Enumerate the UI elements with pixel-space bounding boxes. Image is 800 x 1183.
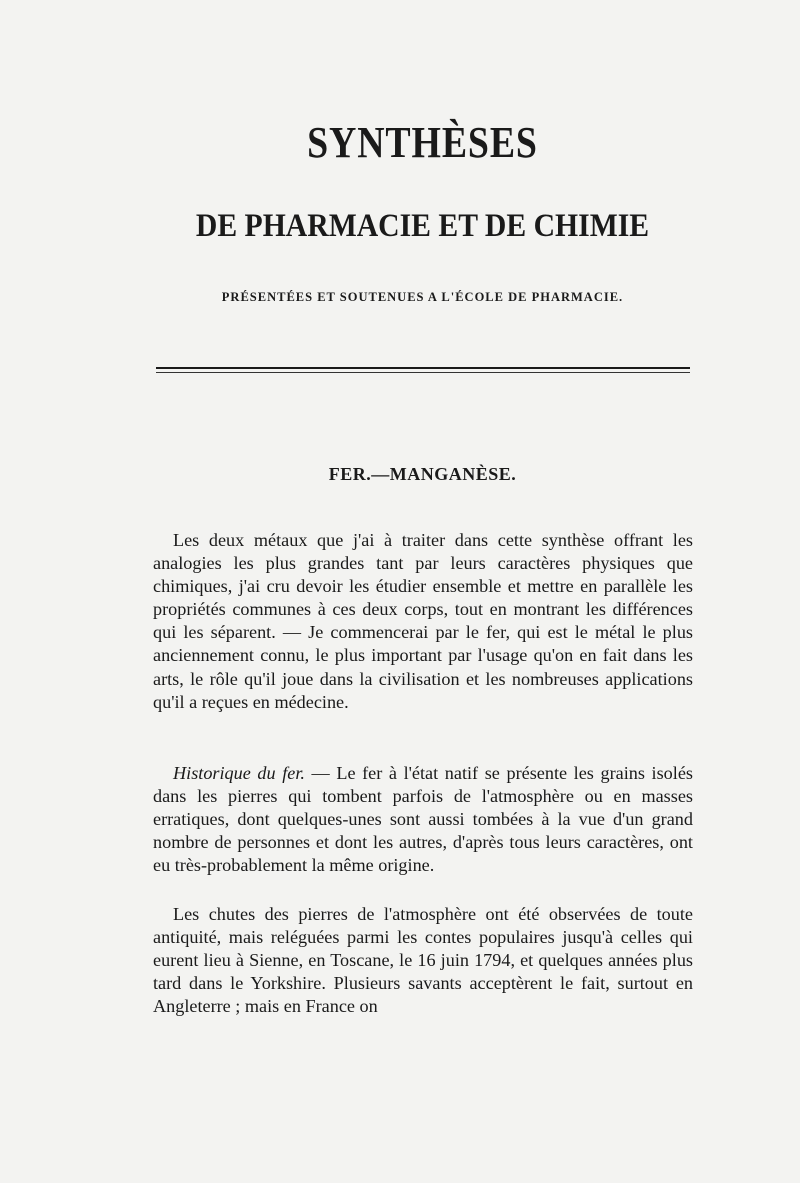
paragraph-text: — Le fer à l'état natif se présente les grains isolés dans les pierres qui tombent parfois de l'atmosphère ou en masses erratiques, dont quelques-unes sont aussi tombées à la vue d'un grand nombre de personnes et dont les autres, d'après tous leurs caractères, ont eu très-probablement la même origine. <box>153 763 693 876</box>
page-title: SYNTHÈSES <box>307 118 538 167</box>
byline: PRÉSENTÉES ET SOUTENUES A L'ÉCOLE DE PHARMACIE. <box>221 290 624 304</box>
page-subtitle: DE PHARMACIE ET DE CHIMIE <box>195 208 650 244</box>
horizontal-rule-thin <box>156 372 690 373</box>
paragraph-lead: Historique du fer. <box>173 763 305 783</box>
section-heading: FER.—MANGANÈSE. <box>328 464 517 484</box>
horizontal-rule <box>156 367 690 369</box>
paragraph <box>153 762 693 877</box>
paragraph: Les chutes des pierres de l'atmosphère ont été observées de toute antiquité, mais reléguées parmi les contes populaires jusqu'à celles qui eurent lieu à Sienne, en Toscane, le 16 juin 1794, et quelques années plus tard dans le Yorkshire. Plusieurs savants acceptèrent le fait, surtout en Angleterre ; mais en France on <box>153 904 693 1017</box>
paragraph: Les deux métaux que j'ai à traiter dans cette synthèse offrant les analogies les plus grandes tant par leurs caractères physiques que chimiques, j'ai cru devoir les étudier ensemble et mettre en parallèle les propriétés communes à ces deux corps, tout en montrant les différences qui les séparent. — Je commencerai par le fer, qui est le métal le plus anciennement connu, le plus important par l'usage qu'on en fait dans les arts, le rôle qu'il joue dans la civilisation et les nombreuses applications qu'il a reçues en médecine. <box>153 530 693 712</box>
